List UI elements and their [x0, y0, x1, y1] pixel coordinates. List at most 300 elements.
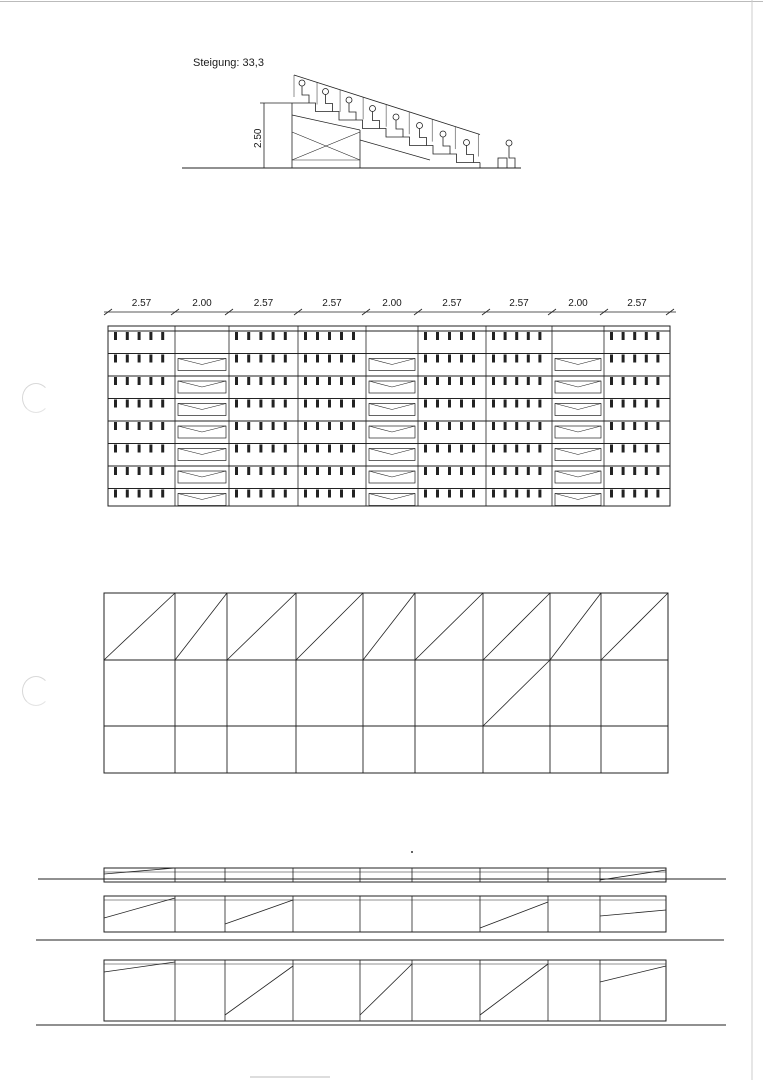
seat-mark — [235, 445, 238, 453]
seat-mark — [610, 355, 613, 363]
plan-outline — [108, 326, 670, 506]
seat-mark — [352, 355, 355, 363]
stair-arrow — [178, 471, 226, 477]
elevation-brace — [480, 902, 548, 928]
seat-mark — [515, 332, 518, 340]
seat-mark — [424, 355, 427, 363]
seat-mark — [340, 400, 343, 408]
plan-dimension-chain — [104, 298, 676, 315]
frame-diagonal-brace — [601, 593, 668, 660]
dimension-label: 2.00 — [382, 298, 402, 309]
seat-mark — [504, 400, 507, 408]
seat-mark — [149, 445, 152, 453]
seat-mark — [272, 332, 275, 340]
seat-mark — [492, 377, 495, 385]
seat-mark — [460, 490, 463, 498]
seat-mark — [149, 400, 152, 408]
seat-mark — [328, 422, 331, 430]
stand-railing — [294, 75, 480, 135]
seat-mark — [352, 490, 355, 498]
seat-mark — [126, 377, 129, 385]
seat-mark — [272, 490, 275, 498]
seat-mark — [149, 467, 152, 475]
seat-mark — [272, 467, 275, 475]
seat-mark — [538, 422, 541, 430]
spectator-body — [467, 146, 474, 163]
seat-mark — [527, 422, 530, 430]
seat-mark — [259, 332, 262, 340]
spectator-head — [370, 106, 376, 112]
seat-mark — [247, 400, 250, 408]
frame-diagonal-brace — [415, 593, 483, 660]
seat-mark — [515, 490, 518, 498]
person-body — [509, 146, 515, 168]
seat-mark — [656, 400, 659, 408]
seat-mark — [527, 355, 530, 363]
seat-mark — [259, 467, 262, 475]
spectator-body — [396, 120, 403, 137]
seat-mark — [504, 377, 507, 385]
seat-mark — [340, 377, 343, 385]
seat-mark — [316, 355, 319, 363]
seat-mark — [235, 377, 238, 385]
seat-mark — [328, 445, 331, 453]
seat-mark — [126, 332, 129, 340]
seat-mark — [622, 490, 625, 498]
seat-mark — [114, 377, 117, 385]
elevations — [36, 868, 726, 1025]
stair-arrow — [178, 359, 226, 365]
seat-mark — [448, 377, 451, 385]
seat-mark — [235, 355, 238, 363]
seat-mark — [460, 445, 463, 453]
seat-mark — [448, 332, 451, 340]
seat-mark — [161, 467, 164, 475]
seat-mark — [161, 332, 164, 340]
seat-mark — [284, 445, 287, 453]
seat-mark — [340, 422, 343, 430]
seat-mark — [460, 355, 463, 363]
seat-mark — [645, 355, 648, 363]
seat-mark — [656, 467, 659, 475]
seat-mark — [527, 467, 530, 475]
slope-label: Steigung: 33,3 — [193, 57, 264, 69]
dimension-label: 2.57 — [131, 298, 152, 309]
seat-mark — [504, 467, 507, 475]
seat-mark — [259, 490, 262, 498]
seat-mark — [645, 467, 648, 475]
seat-mark — [656, 445, 659, 453]
elevation-brace — [104, 898, 175, 918]
seat-mark — [352, 400, 355, 408]
stair-arrow — [555, 471, 601, 477]
seat-mark — [645, 490, 648, 498]
seat-mark — [538, 332, 541, 340]
seat-mark — [126, 355, 129, 363]
elevation-brace — [480, 964, 548, 1015]
elevation-outline — [104, 896, 666, 932]
seat-mark — [460, 400, 463, 408]
seat-mark — [622, 377, 625, 385]
seat-mark — [436, 400, 439, 408]
seat-mark — [645, 332, 648, 340]
seat-mark — [272, 400, 275, 408]
seat-mark — [622, 467, 625, 475]
seat-mark — [247, 467, 250, 475]
seat-mark — [436, 422, 439, 430]
spectator-head — [299, 80, 305, 86]
seat-mark — [114, 490, 117, 498]
seat-mark — [328, 332, 331, 340]
stair-arrow — [178, 404, 226, 410]
seat-mark — [328, 400, 331, 408]
seat-mark — [114, 400, 117, 408]
spectator-head — [393, 114, 399, 120]
seat-mark — [235, 422, 238, 430]
seat-mark — [272, 445, 275, 453]
dimension-label: 2.00 — [192, 298, 212, 309]
seat-mark — [284, 467, 287, 475]
seat-mark — [472, 377, 475, 385]
seat-mark — [527, 445, 530, 453]
seat-mark — [492, 490, 495, 498]
seat-mark — [633, 467, 636, 475]
seat-mark — [304, 332, 307, 340]
dimension-label: 2.57 — [627, 298, 647, 309]
seat-mark — [352, 377, 355, 385]
seat-mark — [352, 422, 355, 430]
seat-mark — [460, 332, 463, 340]
seat-mark — [138, 467, 141, 475]
seat-mark — [515, 355, 518, 363]
seat-mark — [328, 467, 331, 475]
seat-mark — [138, 332, 141, 340]
seat-mark — [304, 490, 307, 498]
seat-mark — [284, 400, 287, 408]
seat-mark — [328, 490, 331, 498]
seat-mark — [114, 422, 117, 430]
person-seat — [498, 158, 507, 168]
seat-mark — [460, 422, 463, 430]
elevation-brace — [225, 966, 293, 1015]
seat-mark — [436, 332, 439, 340]
seating-plan — [104, 298, 676, 506]
grandstand-section — [182, 57, 521, 168]
seat-mark — [492, 332, 495, 340]
seat-mark — [316, 400, 319, 408]
dimension-label: 2.57 — [509, 298, 529, 309]
seat-mark — [114, 445, 117, 453]
stair-arrow — [555, 381, 601, 387]
speck-mark — [411, 851, 413, 853]
seat-mark — [340, 490, 343, 498]
elevation-brace — [225, 900, 293, 924]
seat-mark — [610, 445, 613, 453]
seat-mark — [235, 490, 238, 498]
seat-mark — [161, 490, 164, 498]
stair-arrow — [369, 494, 415, 500]
seat-mark — [126, 400, 129, 408]
seat-mark — [247, 490, 250, 498]
seat-mark — [436, 445, 439, 453]
seat-mark — [304, 355, 307, 363]
seat-mark — [316, 377, 319, 385]
spectator-body — [302, 86, 309, 103]
seat-mark — [656, 422, 659, 430]
dimension-label: 2.57 — [253, 298, 274, 309]
seat-mark — [304, 467, 307, 475]
frame-diagonal-brace — [550, 593, 601, 660]
spectator-head — [464, 140, 470, 146]
seat-mark — [656, 355, 659, 363]
seat-mark — [340, 445, 343, 453]
seat-mark — [460, 467, 463, 475]
seat-mark — [161, 377, 164, 385]
seat-mark — [538, 355, 541, 363]
dimension-label: 2.00 — [568, 298, 588, 309]
seat-mark — [114, 355, 117, 363]
seat-mark — [247, 355, 250, 363]
stair-arrow — [555, 426, 601, 432]
seat-mark — [114, 467, 117, 475]
seat-mark — [284, 490, 287, 498]
seat-mark — [436, 467, 439, 475]
seat-mark — [304, 377, 307, 385]
seat-mark — [504, 490, 507, 498]
frame-diagonal-brace — [175, 593, 227, 660]
seat-mark — [149, 355, 152, 363]
seat-mark — [460, 377, 463, 385]
seat-mark — [424, 400, 427, 408]
seat-mark — [515, 400, 518, 408]
seat-mark — [161, 445, 164, 453]
seat-mark — [448, 422, 451, 430]
elevation-brace — [360, 964, 412, 1015]
elevation-brace — [104, 868, 175, 874]
seat-mark — [645, 400, 648, 408]
seat-mark — [272, 422, 275, 430]
seat-mark — [448, 400, 451, 408]
seat-mark — [138, 422, 141, 430]
seat-mark — [304, 422, 307, 430]
framing-grid — [104, 593, 668, 773]
seat-mark — [472, 445, 475, 453]
seat-mark — [304, 400, 307, 408]
stair-arrow — [555, 404, 601, 410]
seat-mark — [161, 422, 164, 430]
elevation-brace — [600, 966, 666, 982]
dimension-label: 2.57 — [322, 298, 342, 309]
seat-mark — [138, 445, 141, 453]
seat-mark — [235, 332, 238, 340]
seat-mark — [149, 377, 152, 385]
seat-mark — [492, 445, 495, 453]
seat-mark — [284, 332, 287, 340]
seat-mark — [610, 422, 613, 430]
seat-mark — [515, 377, 518, 385]
seat-mark — [316, 490, 319, 498]
seat-mark — [610, 467, 613, 475]
seat-mark — [622, 400, 625, 408]
seat-mark — [161, 400, 164, 408]
elevation-outline — [104, 868, 666, 882]
frame-diagonal-brace — [363, 593, 415, 660]
stair-arrow — [178, 449, 226, 455]
seat-mark — [316, 445, 319, 453]
seat-mark — [448, 445, 451, 453]
stair-arrow — [178, 426, 226, 432]
stair-arrow — [369, 404, 415, 410]
seat-mark — [138, 400, 141, 408]
seat-mark — [515, 445, 518, 453]
seat-mark — [656, 332, 659, 340]
seat-mark — [448, 490, 451, 498]
seat-mark — [114, 332, 117, 340]
seat-mark — [622, 422, 625, 430]
frame-diagonal-brace — [227, 593, 296, 660]
seat-mark — [235, 467, 238, 475]
seat-mark — [304, 445, 307, 453]
seat-mark — [436, 377, 439, 385]
seat-mark — [424, 467, 427, 475]
seat-mark — [436, 355, 439, 363]
seat-mark — [538, 467, 541, 475]
seat-mark — [515, 467, 518, 475]
seat-mark — [340, 467, 343, 475]
seat-mark — [472, 400, 475, 408]
seat-mark — [538, 400, 541, 408]
seat-mark — [328, 355, 331, 363]
seat-mark — [645, 377, 648, 385]
seat-mark — [538, 377, 541, 385]
seat-mark — [149, 422, 152, 430]
dimension-label: 2.57 — [442, 298, 462, 309]
seat-mark — [352, 467, 355, 475]
seat-mark — [504, 445, 507, 453]
seat-mark — [656, 377, 659, 385]
spectator-body — [443, 137, 450, 154]
seat-mark — [527, 377, 530, 385]
spectator-head — [323, 89, 329, 95]
seat-mark — [247, 377, 250, 385]
seat-mark — [622, 445, 625, 453]
seat-mark — [448, 355, 451, 363]
stair-arrow — [369, 426, 415, 432]
seat-mark — [472, 490, 475, 498]
seat-mark — [656, 490, 659, 498]
seat-mark — [161, 355, 164, 363]
seat-mark — [259, 445, 262, 453]
seat-mark — [424, 377, 427, 385]
seat-mark — [284, 355, 287, 363]
seat-mark — [622, 355, 625, 363]
seat-mark — [633, 332, 636, 340]
seat-mark — [504, 355, 507, 363]
seat-mark — [259, 377, 262, 385]
seat-mark — [622, 332, 625, 340]
seat-mark — [340, 332, 343, 340]
seat-mark — [472, 422, 475, 430]
stair-arrow — [369, 381, 415, 387]
seat-mark — [538, 445, 541, 453]
spectator-head — [346, 97, 352, 103]
seat-mark — [259, 355, 262, 363]
seat-mark — [504, 332, 507, 340]
seat-mark — [424, 490, 427, 498]
seat-mark — [316, 332, 319, 340]
seat-mark — [149, 490, 152, 498]
spectator-body — [420, 129, 427, 146]
seat-mark — [126, 467, 129, 475]
plan-grid — [108, 326, 670, 506]
seat-mark — [126, 490, 129, 498]
spectator-head — [440, 131, 446, 137]
stair-arrow — [555, 359, 601, 365]
seat-mark — [284, 377, 287, 385]
seat-mark — [424, 445, 427, 453]
stair-arrow — [178, 381, 226, 387]
seat-mark — [645, 445, 648, 453]
seat-mark — [340, 355, 343, 363]
elevation-brace — [600, 910, 666, 916]
stair-arrow — [555, 449, 601, 455]
seat-mark — [610, 490, 613, 498]
seat-mark — [527, 400, 530, 408]
seat-mark — [527, 332, 530, 340]
seat-mark — [436, 490, 439, 498]
seat-mark — [472, 467, 475, 475]
seat-mark — [126, 422, 129, 430]
seat-mark — [472, 332, 475, 340]
seat-mark — [284, 422, 287, 430]
frame-diagonal-brace — [104, 593, 175, 660]
spectator-body — [326, 95, 333, 112]
stair-arrow — [369, 359, 415, 365]
seat-mark — [316, 422, 319, 430]
seat-mark — [328, 377, 331, 385]
seat-mark — [316, 467, 319, 475]
frame-diagonal-brace — [483, 660, 550, 726]
seat-mark — [247, 332, 250, 340]
stair-arrow — [369, 449, 415, 455]
seat-mark — [492, 355, 495, 363]
seat-mark — [504, 422, 507, 430]
seat-mark — [259, 400, 262, 408]
seat-mark — [352, 332, 355, 340]
seat-mark — [448, 467, 451, 475]
seat-mark — [515, 422, 518, 430]
height-label: 2.50 — [253, 128, 264, 148]
stair-arrow — [178, 494, 226, 500]
seat-mark — [633, 445, 636, 453]
seat-mark — [633, 355, 636, 363]
seat-mark — [247, 445, 250, 453]
seat-mark — [633, 377, 636, 385]
spectator-body — [349, 103, 356, 120]
stand-rake-beam — [360, 140, 430, 160]
seat-mark — [472, 355, 475, 363]
seat-mark — [492, 400, 495, 408]
seat-mark — [424, 332, 427, 340]
spectator-head — [417, 123, 423, 129]
seat-mark — [633, 490, 636, 498]
elevation-brace — [104, 962, 175, 972]
seat-mark — [259, 422, 262, 430]
seat-mark — [492, 422, 495, 430]
seat-mark — [352, 445, 355, 453]
stand-structure — [292, 75, 515, 168]
spectator-body — [373, 112, 380, 129]
